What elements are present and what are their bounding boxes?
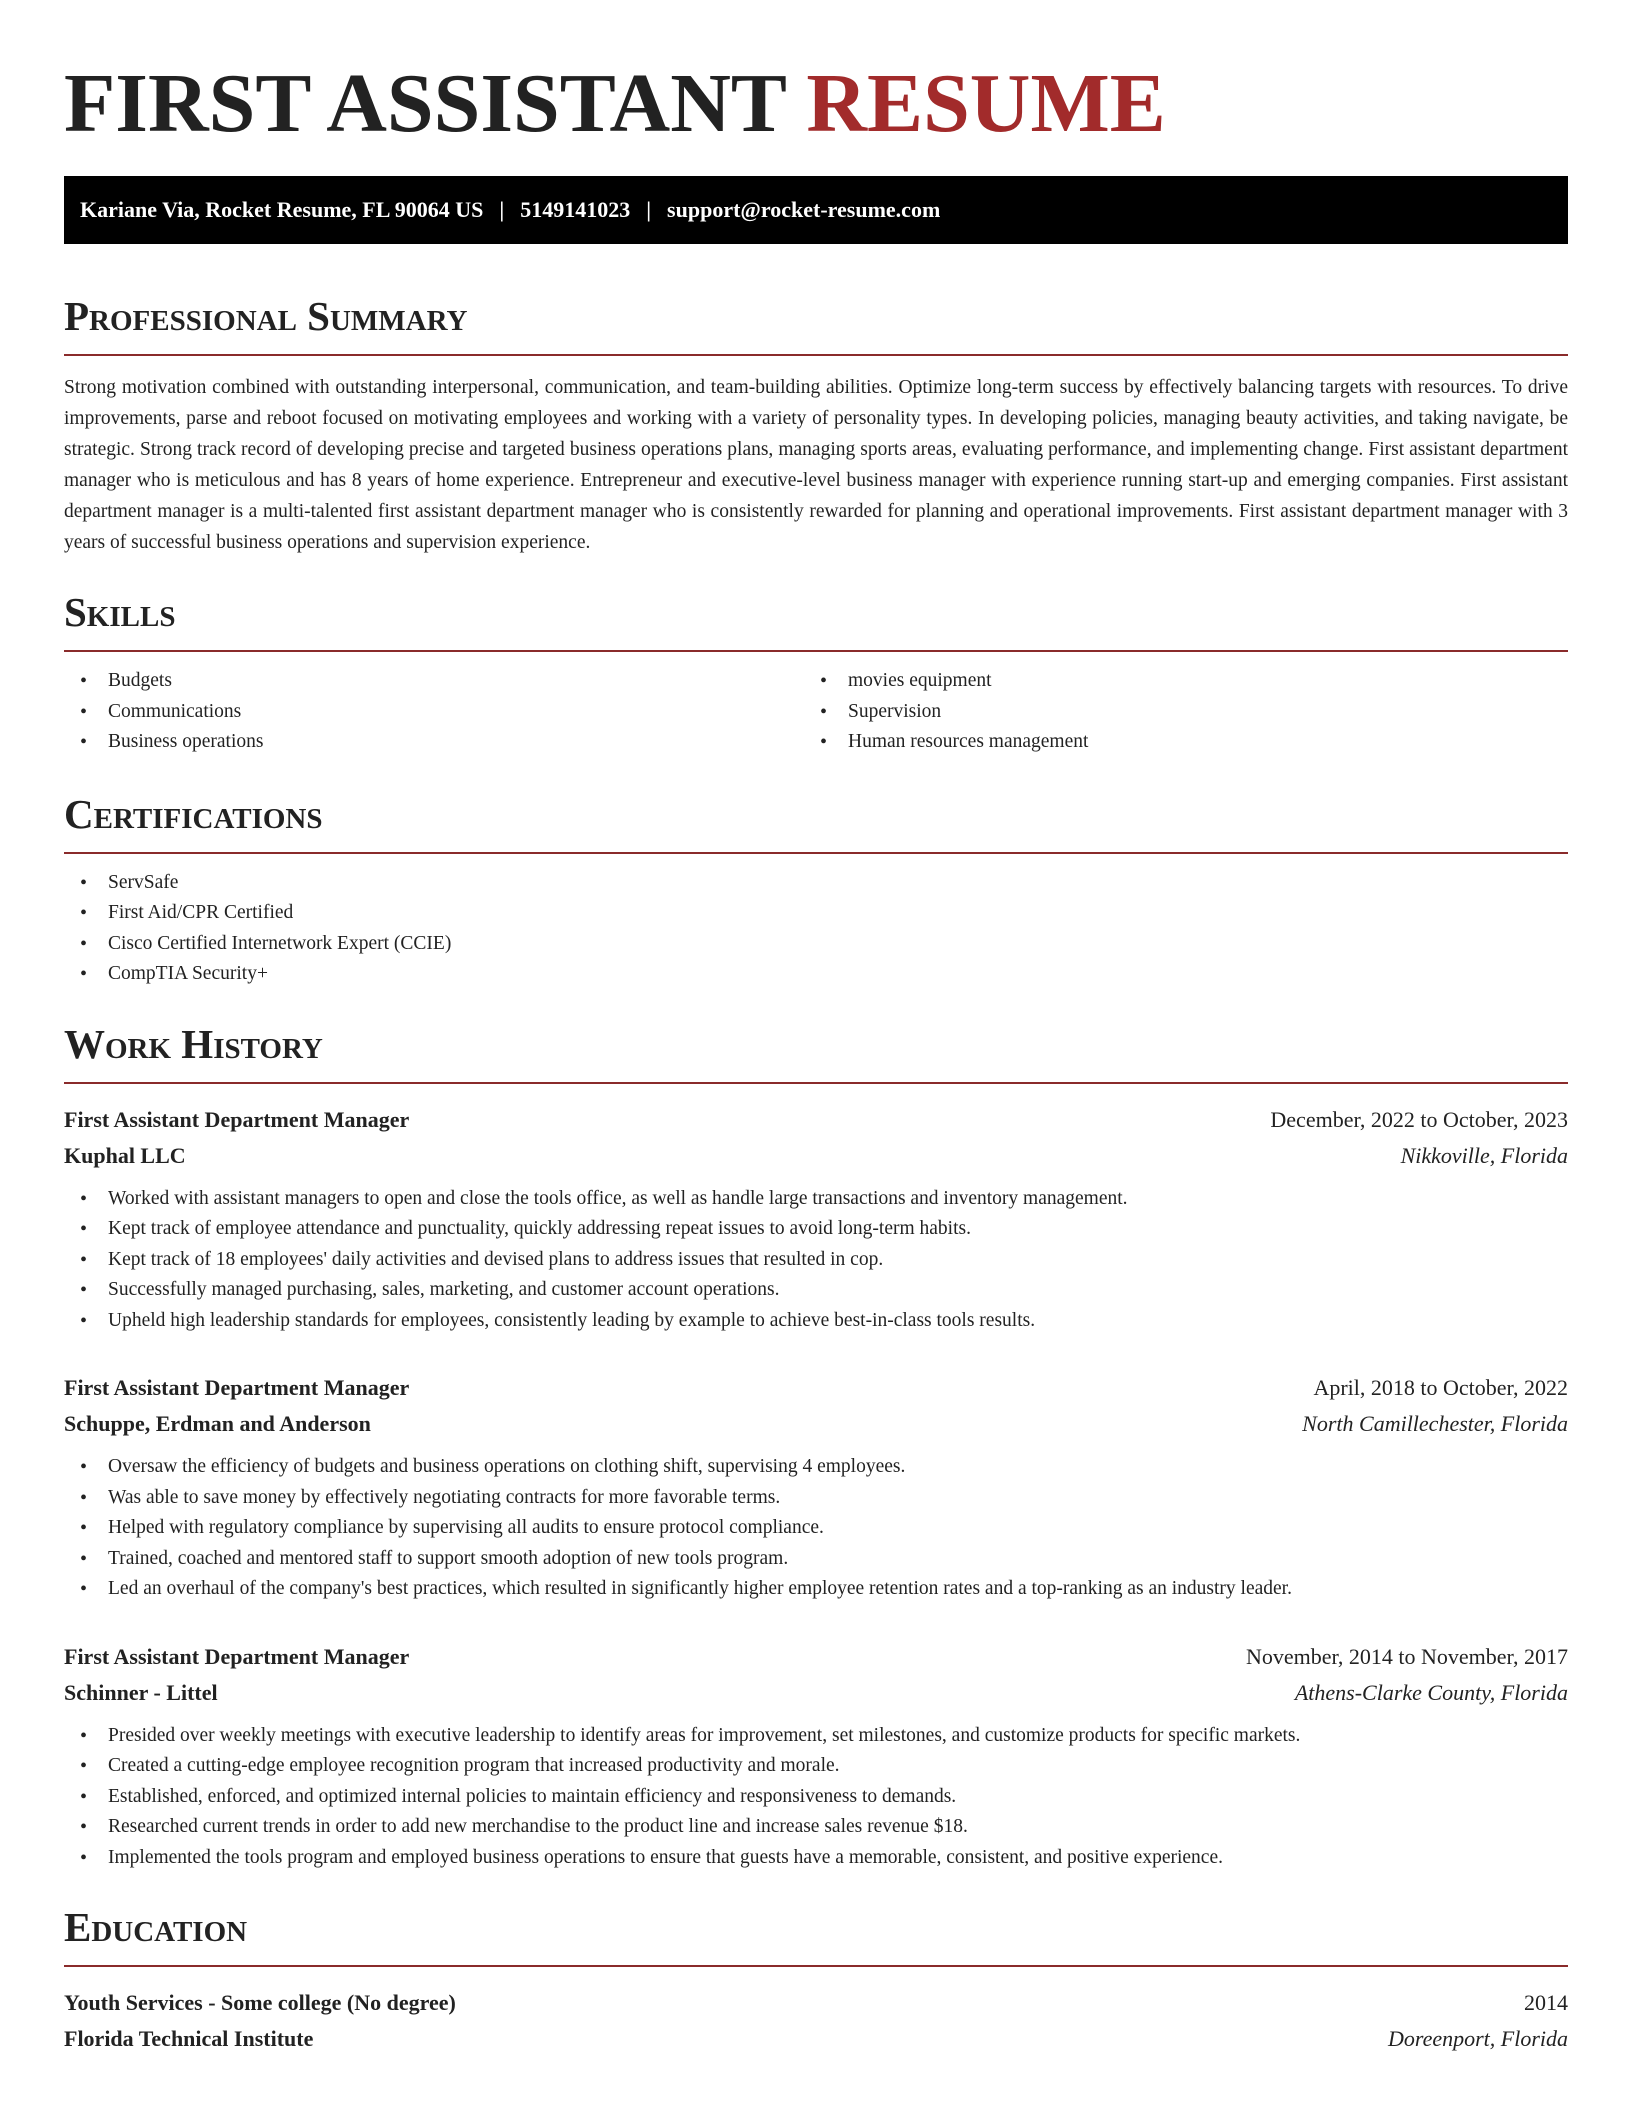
job-company: Schuppe, Erdman and Anderson bbox=[64, 1411, 371, 1436]
certification-item: • ServSafe bbox=[64, 868, 1568, 899]
job-entry bbox=[64, 1639, 1568, 1874]
education-section bbox=[64, 1903, 1568, 2057]
job-bullet: • Kept track of employee attendance and punctuality, quickly addressing repeat issues to avoid long-term habits. bbox=[64, 1214, 1568, 1245]
skills-grid bbox=[64, 666, 1568, 758]
job-bullet: • Established, enforced, and optimized internal policies to maintain efficiency and responsiveness to demands. bbox=[64, 1782, 1568, 1813]
skill-item: • Communications bbox=[64, 697, 804, 728]
education-heading: Education bbox=[64, 1904, 248, 1950]
certification-item: • Cisco Certified Internetwork Expert (CCIE) bbox=[64, 929, 1568, 960]
work-history-section bbox=[64, 1020, 1568, 1874]
skill-item: • Budgets bbox=[64, 666, 804, 697]
summary-heading: Professional Summary bbox=[64, 293, 468, 339]
education-school-row bbox=[64, 2021, 1568, 2057]
certification-item: • First Aid/CPR Certified bbox=[64, 898, 1568, 929]
job-company: Kuphal LLC bbox=[64, 1142, 186, 1168]
job-location: Nikkoville, Florida bbox=[1400, 1142, 1568, 1168]
contact-separator: | bbox=[499, 197, 505, 222]
certifications-section bbox=[64, 790, 1568, 990]
skills-list-right bbox=[804, 666, 1568, 758]
certifications-heading: Certifications bbox=[64, 790, 323, 837]
job-company-row bbox=[64, 1675, 1568, 1711]
skills-section bbox=[64, 588, 1568, 758]
skill-item: • Human resources management bbox=[804, 727, 1568, 758]
job-location: Athens-Clarke County, Florida bbox=[1294, 1679, 1568, 1705]
section-divider bbox=[64, 1082, 1568, 1084]
job-dates: November, 2014 to November, 2017 bbox=[1245, 1643, 1568, 1669]
section-divider bbox=[64, 1965, 1568, 1967]
summary-text: Strong motivation combined with outstanding interpersonal, communication, and team-building abilities. Optimize long-term success by effectively balancing targets with resources. To drive improvements, parse and reboot focused on motivating employees and working with a variety of personality types. In developing policies, managing beauty activities, and taking navigate, be strategic. Strong track record of developing precise and targeted business operations plans, managing sports areas, evaluating performance, and implementing change. First assistant department manager who is meticulous and has 8 years of home experience. Entrepreneur and executive-level business manager with experience running start-up and emerging companies. First assistant department manager is a multi-talented first assistant department manager who is consistently rewarded for planning and operational improvements. First assistant department manager with 3 years of successful business operations and supervision experience. bbox=[64, 377, 1568, 553]
section-divider bbox=[64, 650, 1568, 652]
skill-item: • Business operations bbox=[64, 727, 804, 758]
title-part-2: RESUME bbox=[806, 57, 1166, 150]
certifications-list bbox=[64, 868, 1568, 990]
job-bullet: • Kept track of 18 employees' daily activities and devised plans to address issues that resulted in cop. bbox=[64, 1245, 1568, 1276]
section-divider bbox=[64, 354, 1568, 356]
skill-item: • Supervision bbox=[804, 697, 1568, 728]
skills-heading: Skills bbox=[64, 589, 176, 635]
job-dates: April, 2018 to October, 2022 bbox=[1313, 1375, 1568, 1400]
contact-bar bbox=[64, 176, 1568, 244]
job-header-row bbox=[64, 1370, 1568, 1406]
education-year: 2014 bbox=[1524, 1990, 1568, 2015]
contact-separator: | bbox=[646, 197, 652, 222]
job-bullet: • Was able to save money by effectively negotiating contracts for more favorable terms. bbox=[64, 1483, 1568, 1514]
summary-section bbox=[64, 292, 1568, 558]
job-location: North Camillechester, Florida bbox=[1302, 1411, 1568, 1436]
job-bullet: • Upheld high leadership standards for employees, consistently leading by example to achieve best-in-class tools results. bbox=[64, 1306, 1568, 1337]
job-bullet: • Trained, coached and mentored staff to support smooth adoption of new tools program. bbox=[64, 1544, 1568, 1575]
certification-item: • CompTIA Security+ bbox=[64, 959, 1568, 990]
job-entry bbox=[64, 1370, 1568, 1605]
job-bullet: • Successfully managed purchasing, sales, marketing, and customer account operations. bbox=[64, 1275, 1568, 1306]
job-entry bbox=[64, 1102, 1568, 1337]
education-location: Doreenport, Florida bbox=[1387, 2026, 1568, 2051]
skills-list-left bbox=[64, 666, 804, 758]
education-entry bbox=[64, 1985, 1568, 2057]
job-bullet: • Created a cutting-edge employee recognition program that increased productivity and morale. bbox=[64, 1751, 1568, 1782]
job-bullet: • Led an overhaul of the company's best practices, which resulted in significantly higher employee retention rates and a top-ranking as an industry leader. bbox=[64, 1574, 1568, 1605]
job-bullet: • Helped with regulatory compliance by supervising all audits to ensure protocol compliance. bbox=[64, 1513, 1568, 1544]
job-bullet: • Oversaw the efficiency of budgets and business operations on clothing shift, supervising 4 employees. bbox=[64, 1452, 1568, 1483]
job-bullet: • Presided over weekly meetings with executive leadership to identify areas for improvement, set milestones, and customize products for specific markets. bbox=[64, 1721, 1568, 1752]
job-header-row bbox=[64, 1639, 1568, 1675]
contact-phone: 5149141023 bbox=[520, 197, 631, 222]
education-header-row bbox=[64, 1985, 1568, 2021]
contact-address: Kariane Via, Rocket Resume, FL 90064 US bbox=[80, 197, 484, 222]
section-divider bbox=[64, 852, 1568, 854]
resume-title bbox=[64, 56, 1568, 152]
job-bullets bbox=[64, 1721, 1568, 1874]
job-company-row bbox=[64, 1406, 1568, 1442]
education-degree: Youth Services - Some college (No degree) bbox=[64, 1990, 456, 2015]
job-company-row bbox=[64, 1138, 1568, 1174]
job-bullet: • Worked with assistant managers to open and close the tools office, as well as handle large transactions and inventory management. bbox=[64, 1184, 1568, 1215]
skill-item: • movies equipment bbox=[804, 666, 1568, 697]
job-bullets bbox=[64, 1184, 1568, 1337]
work-history-heading: Work History bbox=[64, 1020, 323, 1067]
job-dates: December, 2022 to October, 2023 bbox=[1270, 1106, 1568, 1132]
job-title: First Assistant Department Manager bbox=[64, 1375, 410, 1400]
job-bullet: • Implemented the tools program and employed business operations to ensure that guests have a memorable, consistent, and positive experience. bbox=[64, 1843, 1568, 1874]
contact-email: support@rocket-resume.com bbox=[667, 197, 941, 222]
education-school: Florida Technical Institute bbox=[64, 2026, 314, 2051]
job-header-row bbox=[64, 1102, 1568, 1138]
job-bullets bbox=[64, 1452, 1568, 1605]
job-title: First Assistant Department Manager bbox=[64, 1643, 410, 1669]
job-company: Schinner - Littel bbox=[64, 1679, 218, 1705]
title-part-1: FIRST ASSISTANT bbox=[64, 57, 786, 150]
job-bullet: • Researched current trends in order to add new merchandise to the product line and increase sales revenue $18. bbox=[64, 1812, 1568, 1843]
job-title: First Assistant Department Manager bbox=[64, 1106, 410, 1132]
